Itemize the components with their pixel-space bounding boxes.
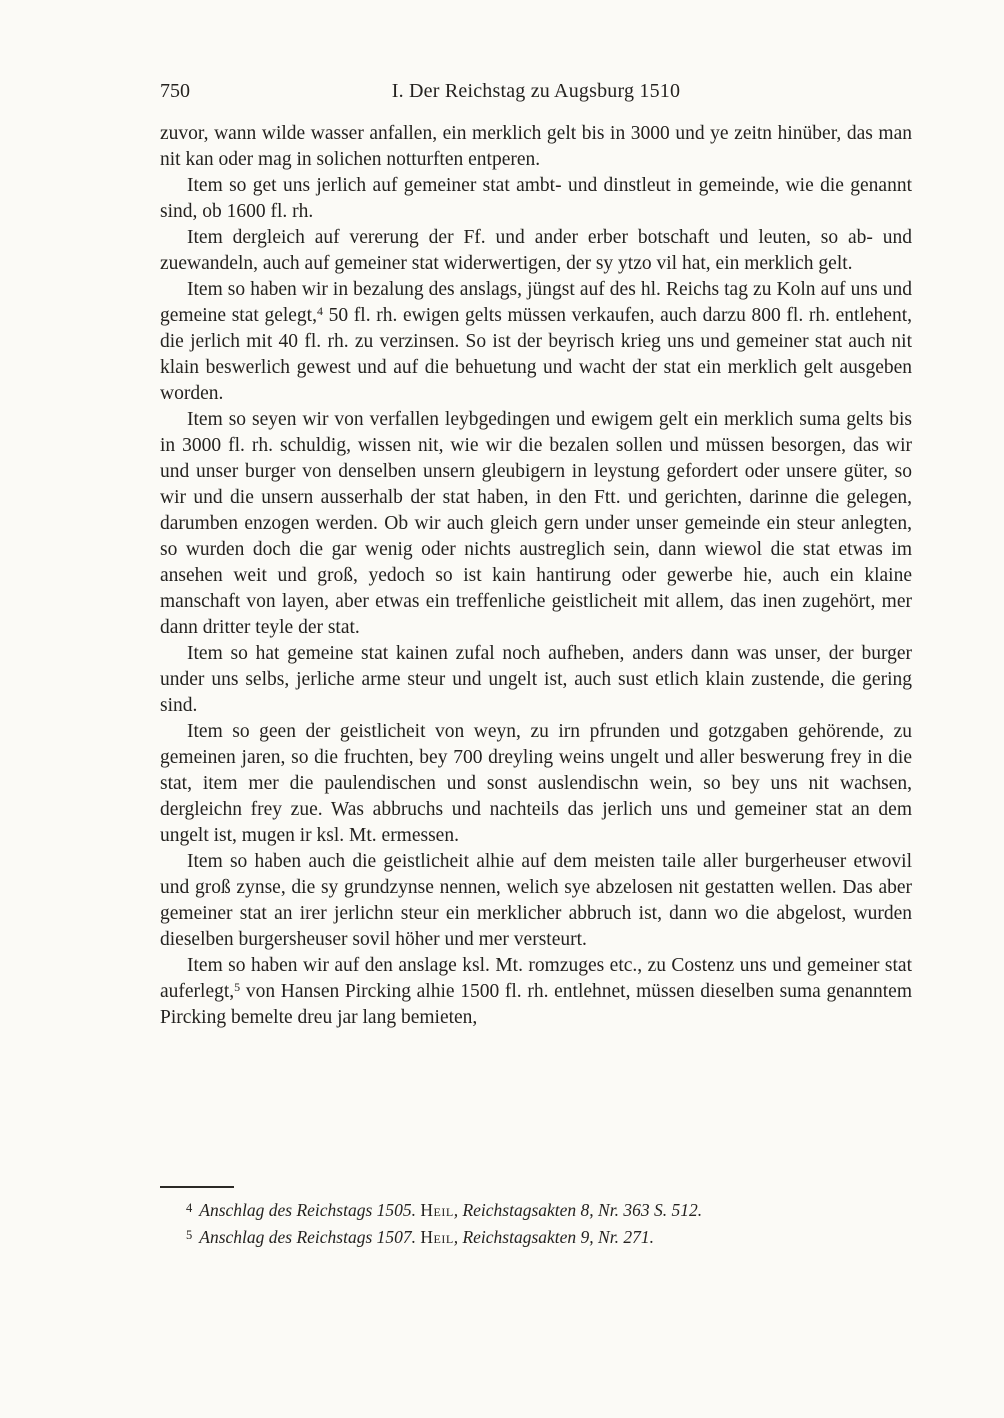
page-number: 750 bbox=[160, 80, 190, 102]
footnote-marker: 4 bbox=[186, 1201, 193, 1215]
paragraph-2 bbox=[160, 173, 912, 225]
page-header bbox=[160, 78, 912, 104]
footnote-author: Heil bbox=[420, 1227, 454, 1247]
paragraph-9 bbox=[160, 953, 912, 1031]
footnote-marker: 5 bbox=[186, 1228, 193, 1242]
footnotes-section bbox=[160, 1186, 912, 1251]
paragraph-text: Item dergleich auf vererung der Ff. und ander erber botschaft und leuten, so ab- und zuewandeln, auch auf gemeiner stat widerwertigen, der sy ytzo vil hat, ein merklich gelt. bbox=[160, 227, 912, 274]
paragraph-7 bbox=[160, 719, 912, 849]
paragraph-text: Item so get uns jerlich auf gemeiner stat ambt- und dinstleut in gemeinde, wie die genannt sind, ob 1600 fl. rh. bbox=[160, 175, 912, 222]
footnote-text: , Reichstagsakten 8, Nr. 363 S. 512. bbox=[453, 1200, 703, 1220]
paragraph-text: Item so haben wir auf den anslage ksl. Mt. romzuges etc., zu Costenz uns und gemeiner stat auferlegt, bbox=[160, 955, 912, 1002]
paragraph-text: Item so seyen wir von verfallen leybgedingen und ewigem gelt ein merklich suma gelts bis in 3000 fl. rh. schuldig, wissen nit, wie wir die bezalen sollen und müssen besorgen, das wir und unser burger von denselben unsern gleubigern in leystung gefordert oder unsere güter, so wir und die unsern ausserhalb der stat haben, in den Ftt. und gerichten, darinne die gelegen, darumben enzogen werden. Ob wir auch gleich gern under unser gemeinde ein steur anlegten, so wurden doch die gar wenig oder nichts austreglich sein, dann wiewol die stat etwas im ansehen weit und groß, yedoch so ist kain hantirung oder gewerbe hie, auch ein klaine manschaft von layen, aber etwas ein treffenliche geistlicheit mit allem, das inen zugehört, mer dann dritter teyle der stat. bbox=[160, 409, 912, 638]
paragraph-3 bbox=[160, 225, 912, 277]
footnote-4 bbox=[160, 1197, 912, 1224]
footnote-text: , Reichstagsakten 9, Nr. 271. bbox=[453, 1227, 654, 1247]
body-text bbox=[160, 121, 912, 1031]
paragraph-text: von Hansen Pircking alhie 1500 fl. rh. entlehnet, müssen dieselben suma genanntem Pircking bemelte dreu jar lang bemieten, bbox=[160, 981, 912, 1028]
paragraph-text: Item so haben wir in bezalung des anslags, jüngst auf des hl. Reichs tag zu Koln auf uns und gemeine stat gelegt, bbox=[160, 279, 912, 326]
paragraph-text: zuvor, wann wilde wasser anfallen, ein merklich gelt bis in 3000 und ye zeitn hinüber, das man nit kan oder mag in solichen notturften entperen. bbox=[160, 123, 912, 170]
footnote-text: Anschlag des Reichstags 1507. bbox=[199, 1227, 421, 1247]
paragraph-5 bbox=[160, 407, 912, 641]
footnote-ref-5: 5 bbox=[234, 980, 241, 994]
paragraph-6 bbox=[160, 641, 912, 719]
paragraph-1 bbox=[160, 121, 912, 173]
paragraph-4 bbox=[160, 277, 912, 407]
paragraph-text: 50 fl. rh. ewigen gelts müssen verkaufen, auch darzu 800 fl. rh. entlehent, die jerlich mit 40 fl. rh. zu verzinsen. So ist der beyrisch krieg uns und gemeiner stat auch nit klain beswerlich gewest und auf die behuetung und wacht der stat ein merklich gelt ausgeben worden. bbox=[160, 305, 912, 404]
footnote-ref-4: 4 bbox=[316, 304, 323, 318]
footnote-5 bbox=[160, 1224, 912, 1251]
footnote-text: Anschlag des Reichstags 1505. bbox=[199, 1200, 421, 1220]
paragraph-text: Item so geen der geistlicheit von weyn, zu irn pfrunden und gotzgaben gehörende, zu gemeinen jaren, so die fruchten, bey 700 dreyling weins ungelt und aller beswerung frey in die stat, item mer die paulendischen und sonst auslendischn wein, so bey uns nit wachsen, dergleichn frey zue. Was abbruchs und nachteils das jerlich uns und gemeiner stat an dem ungelt ist, mugen ir ksl. Mt. ermessen. bbox=[160, 721, 912, 846]
paragraph-text: Item so hat gemeine stat kainen zufal noch aufheben, anders dann was unser, der burger under uns selbs, jerliche arme steur und ungelt ist, auch sust etlich klain zustende, die gering sind. bbox=[160, 643, 912, 716]
footnote-author: Heil bbox=[420, 1200, 454, 1220]
paragraph-text: Item so haben auch die geistlicheit alhie auf dem meisten taile aller burgerheuser etwovil und groß zynse, die sy grundzynse nennen, welich sye abzelosen nit gestatten wellen. Das aber gemeiner stat an irer jerlichn steur ein merklicher abbruch ist, dann wo die abgelost, wurden dieselben burgersheuser sovil höher und mer versteurt. bbox=[160, 851, 912, 950]
running-title: I. Der Reichstag zu Augsburg 1510 bbox=[391, 80, 681, 102]
footnote-separator-rule bbox=[160, 1186, 234, 1188]
text-block bbox=[160, 78, 912, 1031]
paragraph-8 bbox=[160, 849, 912, 953]
